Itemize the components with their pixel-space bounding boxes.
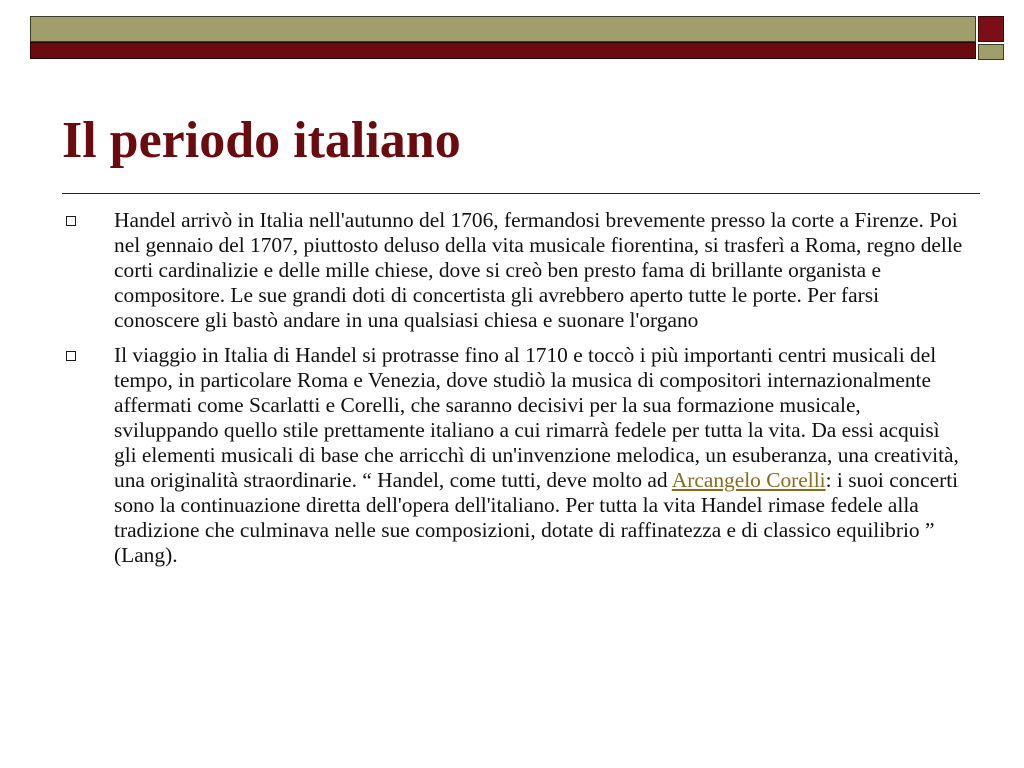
square-bullet-icon <box>66 351 76 361</box>
header-olive-square <box>978 44 1004 60</box>
arcangelo-corelli-link[interactable]: Arcangelo Corelli <box>671 468 826 492</box>
header-olive-bar <box>30 16 976 42</box>
bullet-item-1 <box>66 208 966 333</box>
slide-title: Il periodo italiano <box>62 112 461 169</box>
title-divider <box>62 193 980 194</box>
bullet-text-2-after: : i suoi concerti sono la continuazione diretta dell'opera dell'italiano. Per tutta la vita Handel rimase fedele alla tradizione che culminava nelle sue composizioni, dotate di raffinatezza e di classico equilibrio ” (Lang). <box>114 468 959 567</box>
header-maroon-bar <box>30 42 976 59</box>
bullet-text-1: Handel arrivò in Italia nell'autunno del 1706, fermandosi brevemente presso la corte a Firenze. Poi nel gennaio del 1707, piuttosto deluso della vita musicale fiorentina, si trasferì a Roma, regno delle corti cardinalizie e delle mille chiese, dove si creò ben presto fama di brillante organista e compositore. Le sue grandi doti di concertista gli avrebbero aperto tutte le porte. Per farsi conoscere gli bastò andare in una qualsiasi chiesa e suonare l'organo <box>114 208 963 332</box>
slide-content <box>66 208 966 578</box>
bullet-item-2 <box>66 343 966 568</box>
header-band <box>30 16 1006 60</box>
bullet-text-2 <box>114 343 966 568</box>
square-bullet-icon <box>66 216 76 226</box>
bullet-text-2-before: Il viaggio in Italia di Handel si protrasse fino al 1710 e toccò i più importanti centri musicali del tempo, in particolare Roma e Venezia, dove studiò la musica di compositori internazionalmente affermati come Scarlatti e Corelli, che saranno decisivi per la sua formazione musicale, sviluppando quello stile prettamente italiano a cui rimarrà fedele per tutta la vita. Da essi acquisì gli elementi musicali di base che arricchì di un'invenzione melodica, un esuberanza, una creatività, una originalità straordinarie. “ Handel, come tutti, deve molto ad <box>114 343 959 492</box>
header-maroon-square <box>978 16 1004 42</box>
